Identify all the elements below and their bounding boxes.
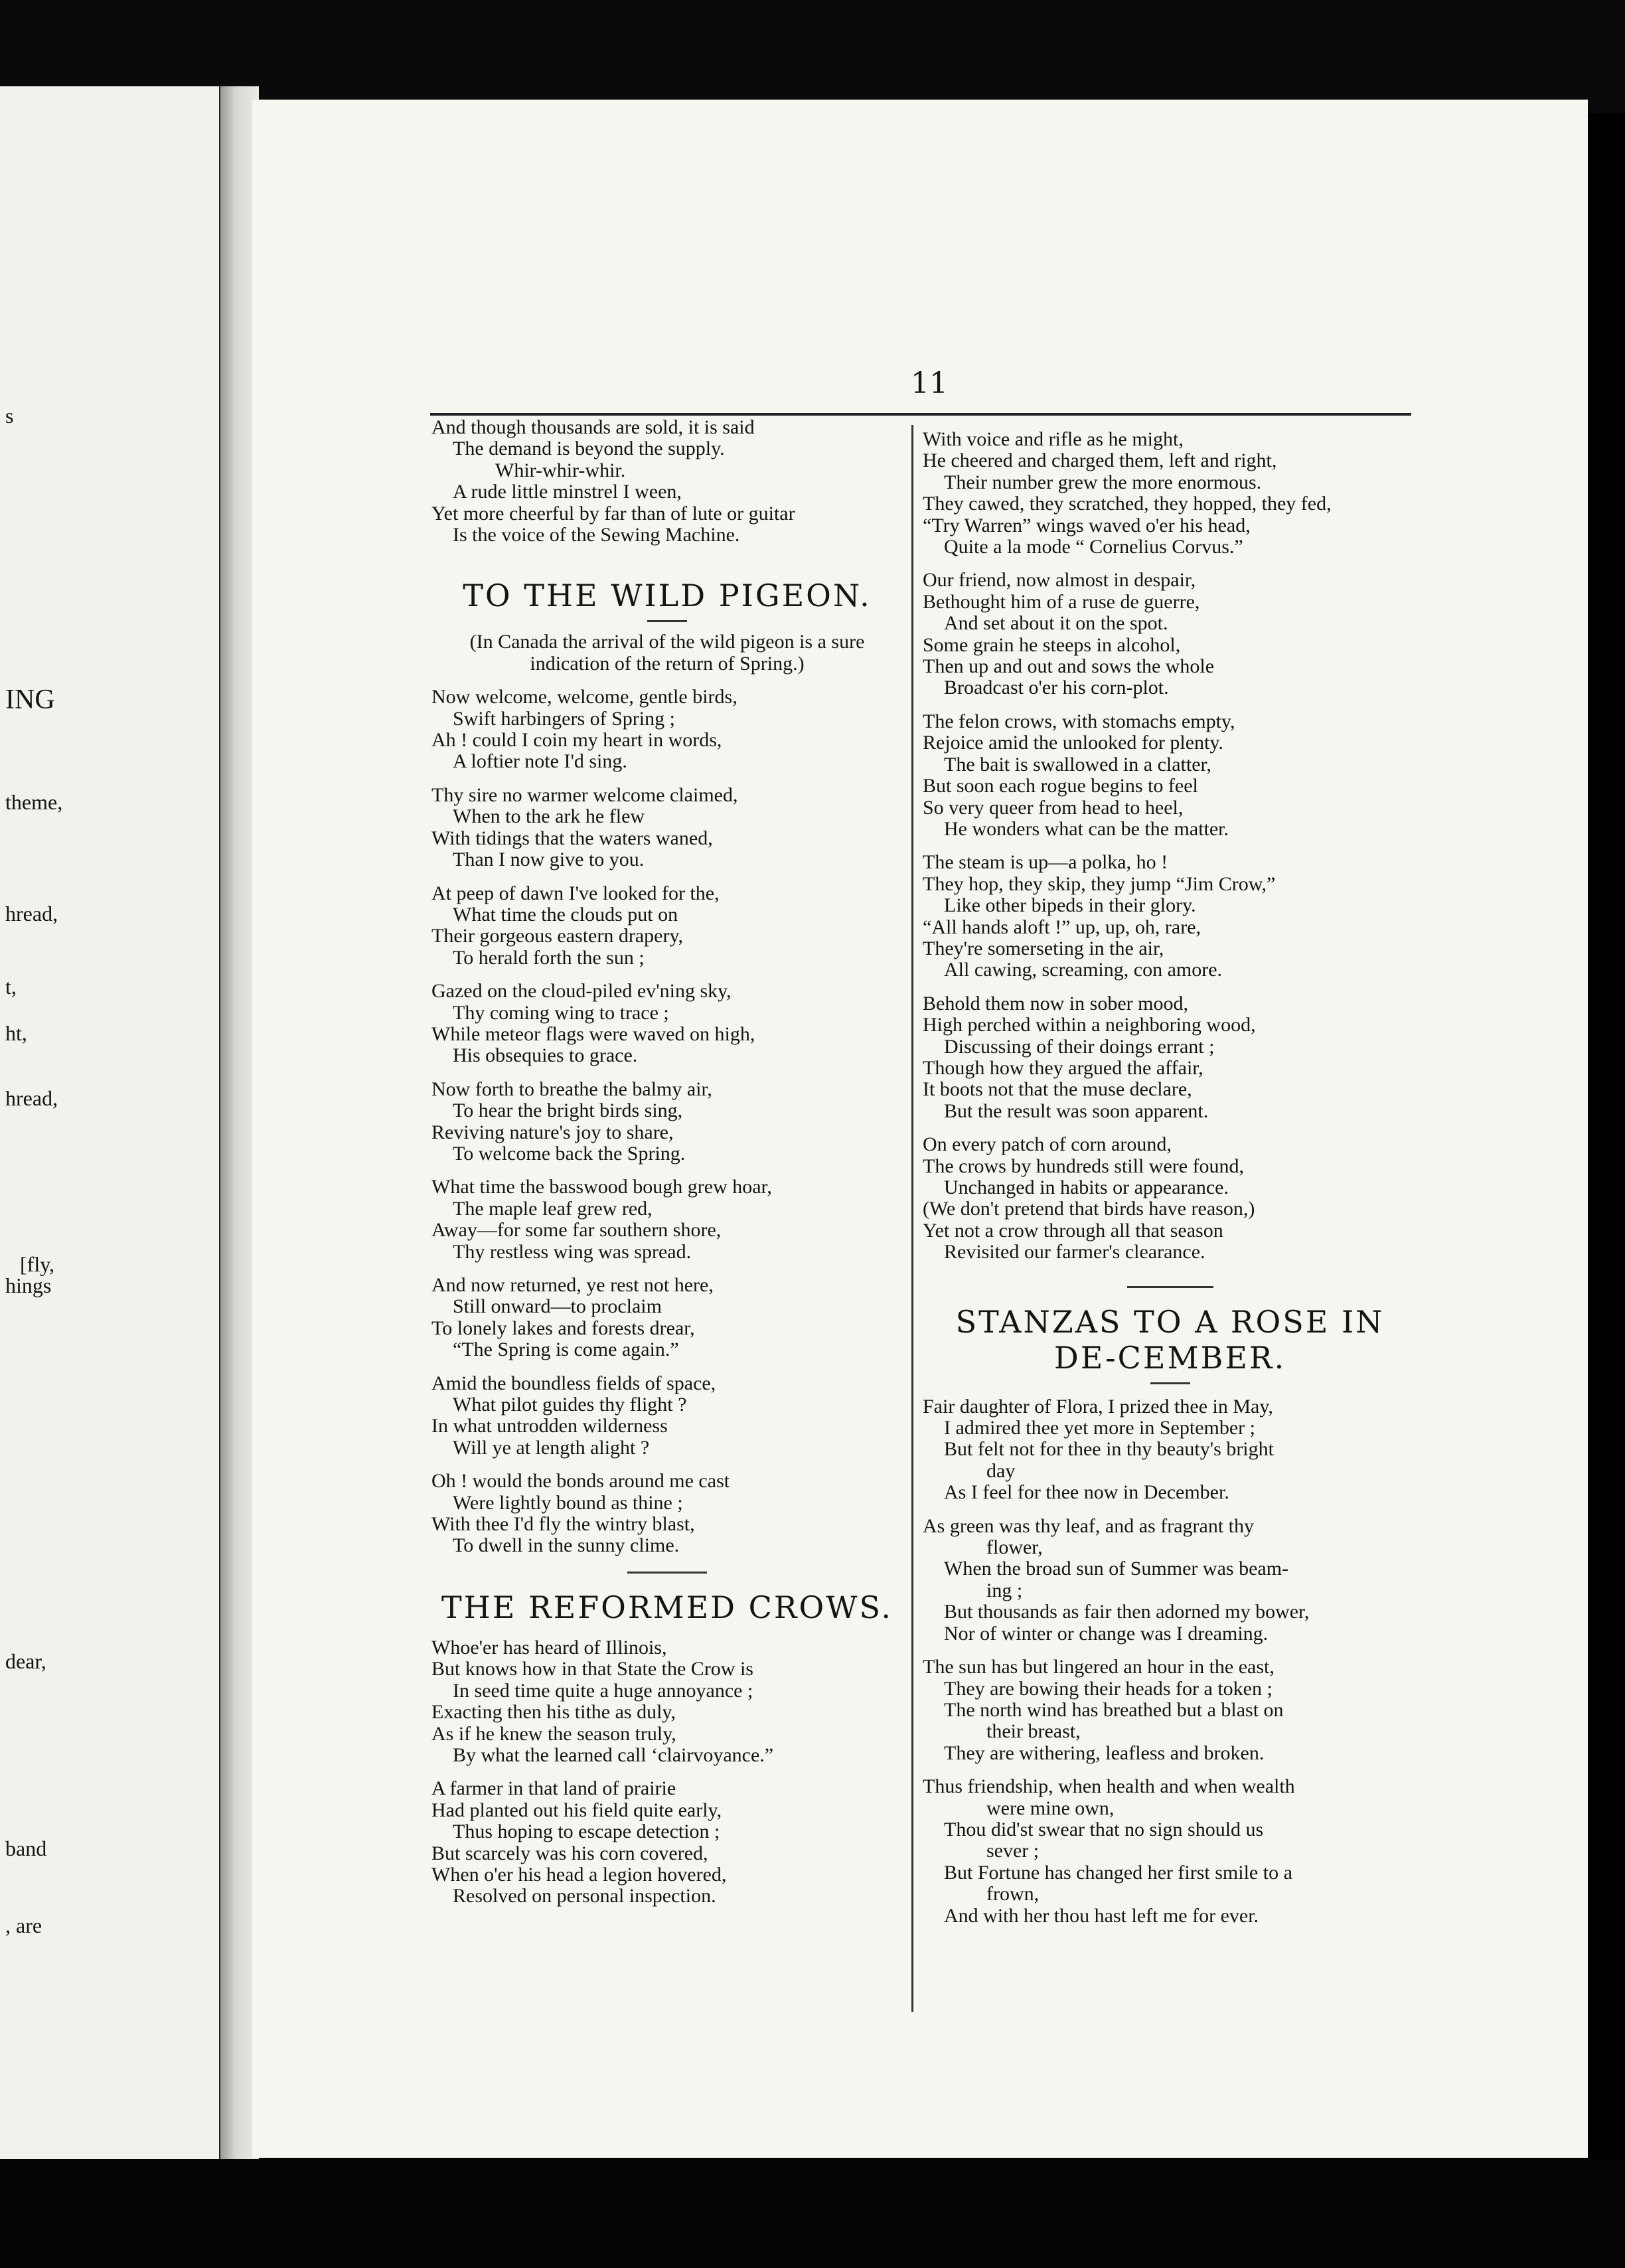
poem-line: When o'er his head a legion hovered, [431,1863,727,1886]
poem-line: Swift harbingers of Spring ; [453,707,675,730]
title-rule [1150,1382,1190,1384]
poem-line: The steam is up—a polka, ho ! [923,851,1168,874]
poem-line: The sun has but lingered an hour in the east, [923,1656,1275,1678]
poem-line: “Try Warren” wings waved o'er his head, [923,514,1251,536]
poem-line: They hop, they skip, they jump “Jim Crow,” [923,872,1276,895]
poem-line: On every patch of corn around, [923,1133,1172,1156]
poem-line: Thus hoping to escape detection ; [453,1821,720,1843]
poem-line: He wonders what can be the matter. [944,817,1229,840]
poem-title: STANZAS TO A ROSE IN DE-CEMBER. [955,1303,1385,1376]
wild-pigeon-poem [431,687,903,1557]
poem-line: Thy sire no warmer welcome claimed, [431,783,738,806]
poem-line: But Fortune has changed her first smile to a [944,1861,1292,1884]
poem-line: Yet more cheerful by far than of lute or guitar [431,502,795,525]
stanza [923,852,1417,981]
stanza [431,687,903,773]
poem-line: Whir-whir-whir. [495,459,626,481]
stanza [923,1134,1417,1263]
poem-title: TO THE WILD PIGEON. [463,578,872,614]
left-column [431,417,903,1907]
poem-line: (We don't pretend that birds have reason,) [923,1198,1255,1220]
poem-line: A rude little minstrel I ween, [453,481,682,503]
scan-background-bottom [0,2159,1625,2268]
poem-line: And with her thou hast left me for ever. [944,1904,1259,1927]
stanza [431,1778,903,1907]
poem-line: But felt not for thee in thy beauty's bright [944,1438,1274,1461]
poem-line: “The Spring is come again.” [453,1338,679,1361]
poem-title: THE REFORMED CROWS. [441,1589,893,1625]
stanza [923,1516,1417,1645]
stanza [923,993,1417,1122]
poem-line: day [986,1459,1016,1482]
poem-line: When the broad sun of Summer was beam- [944,1558,1289,1580]
poem-line: But the result was soon apparent. [944,1099,1209,1122]
poem-line: Yet not a crow through all that season [923,1219,1223,1242]
rose-poem [923,1396,1417,1927]
poem-line: They are withering, leafless and broken. [944,1742,1265,1764]
poem-line: All cawing, screaming, con amore. [944,959,1223,981]
poem-line: Fair daughter of Flora, I prized thee in May, [923,1395,1273,1418]
poem-line: Then up and out and sows the whole [923,655,1215,678]
poem-line: What time the clouds put on [453,903,678,926]
poem-line: They cawed, they scratched, they hopped, they fed, [923,493,1332,515]
poem-line: Resolved on personal inspection. [453,1885,716,1907]
stanza [431,1637,903,1766]
poem-line: Than I now give to you. [453,849,645,871]
poem-line: With tidings that the waters waned, [431,827,713,849]
poem-line: Their number grew the more enormous. [944,471,1262,493]
poem-line: A farmer in that land of prairie [431,1777,676,1800]
poem-line: They're somerseting in the air, [923,937,1164,959]
poem-line: Reviving nature's joy to share, [431,1121,674,1143]
section-divider [1127,1286,1213,1288]
poem-line: Away—for some far southern shore, [431,1219,722,1242]
poem-line: But thousands as fair then adorned my bower, [944,1601,1310,1623]
stanza [431,1275,903,1361]
facing-text-fragment: band [5,1836,47,1860]
poem-line: And now returned, ye rest not here, [431,1274,714,1296]
stanza [431,1176,903,1263]
poem-line: The crows by hundreds still were found, [923,1155,1245,1177]
poem-line: Will ye at length alight ? [453,1436,650,1459]
poem-line: Though how they argued the affair, [923,1056,1203,1079]
poem-line: When to the ark he flew [453,805,645,828]
poem-line: Amid the boundless fields of space, [431,1372,716,1394]
section-divider [627,1572,707,1574]
stanza [431,1079,903,1165]
poem-line: With voice and rifle as he might, [923,428,1184,450]
poem-line: Broadcast o'er his corn-plot. [944,677,1169,699]
reformed-crows-poem-continued [923,429,1417,1263]
poem-line: flower, [986,1536,1043,1559]
poem-line: The maple leaf grew red, [453,1197,653,1220]
poem-line: As if he knew the season truly, [431,1722,676,1745]
sewing-machine-poem-tail [431,417,903,546]
stanza [923,1657,1417,1764]
title-rule [647,620,687,622]
poem-line: were mine own, [986,1797,1115,1819]
poem-line: I admired thee yet more in September ; [944,1417,1255,1439]
poem-line: Oh ! would the bonds around me cast [431,1470,730,1493]
poem-line: their breast, [986,1720,1081,1743]
poem-line: “All hands aloft !” up, up, oh, rare, [923,916,1201,938]
facing-text-fragment: hread, [5,902,58,926]
facing-text-fragment: dear, [5,1649,46,1673]
facing-text-fragment: t, [5,975,17,999]
poem-note: (In Canada the arrival of the wild pigeon is a sure indication of the return of Spring.) [469,631,865,675]
poem-line: Whoe'er has heard of Illinois, [431,1636,667,1659]
poem-line: Thy coming wing to trace ; [453,1001,669,1024]
facing-text-fragment: theme, [5,790,63,814]
facing-text-fragment: hread, [5,1086,58,1110]
poem-line: Nor of winter or change was I dreaming. [944,1622,1269,1645]
stanza [431,785,903,871]
facing-text-fragment: ING [5,685,55,715]
poem-line: But scarcely was his corn covered, [431,1842,708,1864]
facing-text-fragment: ht, [5,1021,27,1045]
poem-line: Like other bipeds in their glory. [944,894,1196,917]
stanza [923,570,1417,698]
poem-line: He cheered and charged them, left and right, [923,449,1277,472]
poem-line: What pilot guides thy flight ? [453,1394,687,1416]
poem-line: To herald forth the sun ; [453,946,645,969]
poem-line: To welcome back the Spring. [453,1142,686,1165]
poem-line: But knows how in that State the Crow is [431,1658,753,1680]
poem-line: Exacting then his tithe as duly, [431,1701,676,1724]
page-number: 11 [911,366,948,400]
poem-line: As I feel for thee now in December. [944,1481,1229,1504]
stanza [431,883,903,969]
facing-text-fragment: , are [5,1913,42,1937]
stanza [923,711,1417,840]
column-divider [911,425,913,2012]
stanza [431,1373,903,1459]
poem-line: High perched within a neighboring wood, [923,1014,1256,1036]
poem-line: Thy restless wing was spread. [453,1240,692,1263]
poem-line: The north wind has breathed but a blast on [944,1698,1284,1721]
poem-line: Gazed on the cloud-piled ev'ning sky, [431,980,732,1003]
poem-line: Behold them now in sober mood, [923,992,1188,1014]
facing-text-fragment: s [5,404,14,428]
poem-line: Our friend, now almost in despair, [923,569,1196,592]
poem-line: Discussing of their doings errant ; [944,1035,1215,1058]
poem-line: To dwell in the sunny clime. [453,1534,680,1557]
poem-line: To lonely lakes and forests drear, [431,1317,695,1339]
poem-line: With thee I'd fly the wintry blast, [431,1513,695,1536]
poem-line: frown, [986,1883,1040,1905]
header-rule [430,413,1411,416]
poem-line: Now welcome, welcome, gentle birds, [431,686,737,708]
poem-line: What time the basswood bough grew hoar, [431,1176,772,1198]
poem-line: And though thousands are sold, it is said [431,416,755,438]
poem-line: Ah ! could I coin my heart in words, [431,729,722,752]
poem-line: They are bowing their heads for a token ; [944,1677,1273,1700]
poem-line: Their gorgeous eastern drapery, [431,925,684,947]
poem-line: To hear the bright birds sing, [453,1099,683,1122]
poem-line: While meteor flags were waved on high, [431,1022,755,1045]
poem-line: And set about it on the spot. [944,612,1168,635]
poem-line: In what untrodden wilderness [431,1415,668,1437]
stanza [923,1396,1417,1504]
poem-line: But soon each rogue begins to feel [923,775,1198,797]
poem-line: Is the voice of the Sewing Machine. [453,524,740,546]
poem-line: As green was thy leaf, and as fragrant thy [923,1514,1254,1537]
poem-line: Were lightly bound as thine ; [453,1491,683,1514]
poem-line: sever ; [986,1840,1040,1862]
poem-line: At peep of dawn I've looked for the, [431,882,720,904]
poem-line: It boots not that the muse declare, [923,1078,1192,1101]
poem-line: Now forth to breathe the balmy air, [431,1078,712,1100]
poem-line: Still onward—to proclaim [453,1295,662,1318]
poem-line: His obsequies to grace. [453,1044,638,1067]
poem-line: By what the learned call ‘clairvoyance.” [453,1743,774,1766]
poem-line: Had planted out his field quite early, [431,1799,722,1821]
poem-line: Thou did'st swear that no sign should us [944,1818,1264,1840]
stanza [923,429,1417,558]
poem-line: So very queer from head to heel, [923,796,1184,819]
poem-line: In seed time quite a huge annoyance ; [453,1679,753,1702]
poem-line: Bethought him of a ruse de guerre, [923,590,1200,613]
right-column [923,417,1417,1927]
stanza [431,1471,903,1557]
poem-line: Unchanged in habits or appearance. [944,1176,1229,1198]
poem-line: Thus friendship, when health and when wealth [923,1775,1295,1798]
poem-line: Some grain he steeps in alcohol, [923,633,1181,656]
poem-line: Quite a la mode “ Cornelius Corvus.” [944,536,1243,558]
poem-line: A loftier note I'd sing. [453,750,627,773]
stanza [923,1776,1417,1927]
poem-line: Rejoice amid the unlooked for plenty. [923,732,1223,754]
poem-line: The bait is swallowed in a clatter, [944,753,1211,775]
poem-line: ing ; [986,1579,1023,1601]
facing-text-fragment: hings [5,1273,52,1297]
poem-line: Revisited our farmer's clearance. [944,1241,1205,1263]
poem-line: The felon crows, with stomachs empty, [923,710,1235,732]
stanza [431,981,903,1067]
poem-line: The demand is beyond the supply. [453,438,725,460]
reformed-crows-poem [431,1637,903,1907]
facing-text-fragment: [fly, [20,1252,55,1276]
